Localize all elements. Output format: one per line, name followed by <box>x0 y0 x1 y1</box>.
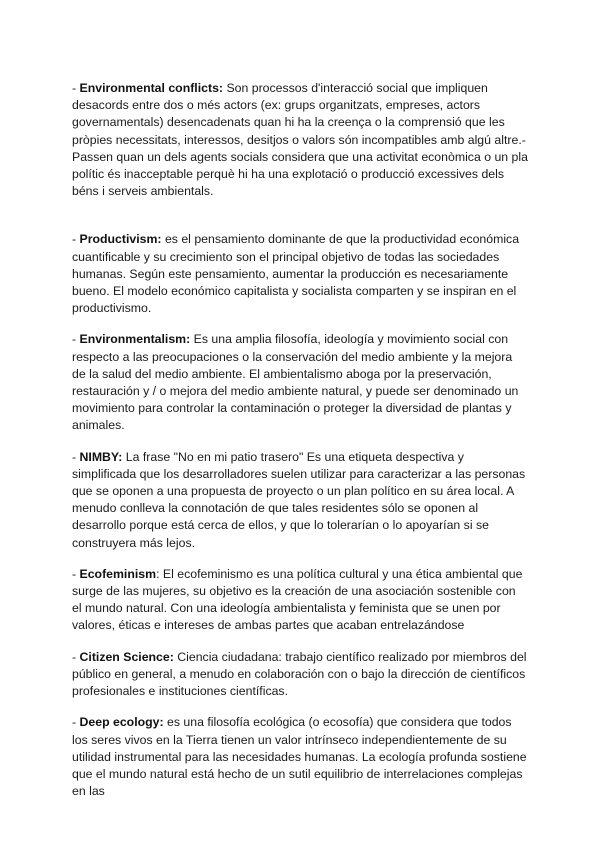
entry-term: Environmental conflicts: <box>79 81 224 95</box>
bullet-dash: - <box>72 715 80 730</box>
entry-definition: El ecofeminismo es una política cultural y una ética ambiental que surge de las mujeres, su objetivo es la creación de una asociación sostenible con el mundo natural. Con una ideología ambientalista y feminista que se unen por valores, éticas e intereses de ambas partes que acaban entrelazándose <box>72 566 523 633</box>
glossary-entry-productivism <box>72 231 528 317</box>
bullet-dash: - <box>72 332 80 347</box>
glossary-entry-deep-ecology <box>72 714 528 800</box>
bullet-dash: - <box>72 566 80 581</box>
bullet-dash: - <box>72 649 80 664</box>
entry-definition: es una filosofía ecológica (o ecosofía) que considera que todos los seres vivos en la Tierra tienen un valor intrínseco independientemente de su utilidad instrumental para las necesidades humanas. La ecología profunda sostiene que el mundo natural está hecho de un sutil equilibrio de interrelaciones complejas en las <box>72 715 527 799</box>
glossary-entry-ecofeminism: - Ecofeminism: El ecofeminismo es una política cultural y una ética ambiental que surge de las mujeres, su objetivo es la creación de una asociación sostenible con el mundo natural. Con una ideología ambientalista y feminista que se unen por valores, éticas e intereses de ambas partes que acaban entrelazándose <box>72 566 523 633</box>
glossary-entry-nimby <box>72 449 528 552</box>
glossary-entry-citizen-science <box>72 649 528 701</box>
entry-definition: Ciencia ciudadana: trabajo científico realizado por miembros del público en general, a menudo en colaboración con o bajo la dirección de científicos profesionales e instituciones científicas. <box>72 649 527 699</box>
bullet-dash: - <box>72 81 80 95</box>
entry-term: Citizen Science: <box>79 649 174 664</box>
entry-definition: La frase "No en mi patio trasero" Es una etiqueta despectiva y simplificada que los desarrolladores suelen utilizar para caracterizar a las personas que se oponen a una propuesta de proyecto o un plan político en su área local. A menudo conlleva la connotación de que tales residentes sólo se oponen al desarrollo porque está cerca de ellos, y que lo tolerarían o lo apoyarían si se construyera más lejos. <box>72 449 526 550</box>
entry-term: NIMBY: <box>79 449 123 464</box>
glossary-entry-environmental-conflicts <box>72 80 528 200</box>
entry-definition: es el pensamiento dominante de que la productividad económica cuantificable y su crecimiento son el principal objetivo de todas las sociedades humanas. Según este pensamiento, aumentar la producción es necesariamente bueno. El modelo económico capitalista y socialista comparten y se inspiran en el productivismo. <box>72 232 520 316</box>
glossary-entry-environmentalism <box>72 331 528 434</box>
entry-definition: Es una amplia filosofía, ideología y movimiento social con respecto a las preocupaciones o la conservación del medio ambiente y la mejora de la salud del medio ambiente. El ambientalismo aboga por la preservación, restauración y / o mejora del medio ambiente natural, y puede ser denominado un movimiento para controlar la contaminación o proteger la diversidad de plantas y animales. <box>72 332 519 433</box>
bullet-dash: - <box>72 232 80 247</box>
entry-term: Environmentalism: <box>79 332 191 347</box>
entry-term: Productivism: <box>79 232 162 247</box>
entry-definition: Son processos d'interacció social que impliquen desacords entre dos o més actors (ex: grups organitzats, empreses, actors governamentals) desencadenats quan hi ha la creença o la comprensió que les pròpies necessitats, interessos, desitjos o valors són incompatibles amb algú altre.- Passen quan un dels agents socials considera que una activitat econòmica o un pla polític és inacceptable perquè hi ha una explotació o producció excessives dels béns i serveis ambientals. <box>72 81 528 199</box>
bullet-dash: - <box>72 449 80 464</box>
entry-term: Ecofeminism <box>79 566 157 581</box>
entry-term: Deep ecology: <box>79 715 164 730</box>
glossary-content <box>72 80 528 814</box>
